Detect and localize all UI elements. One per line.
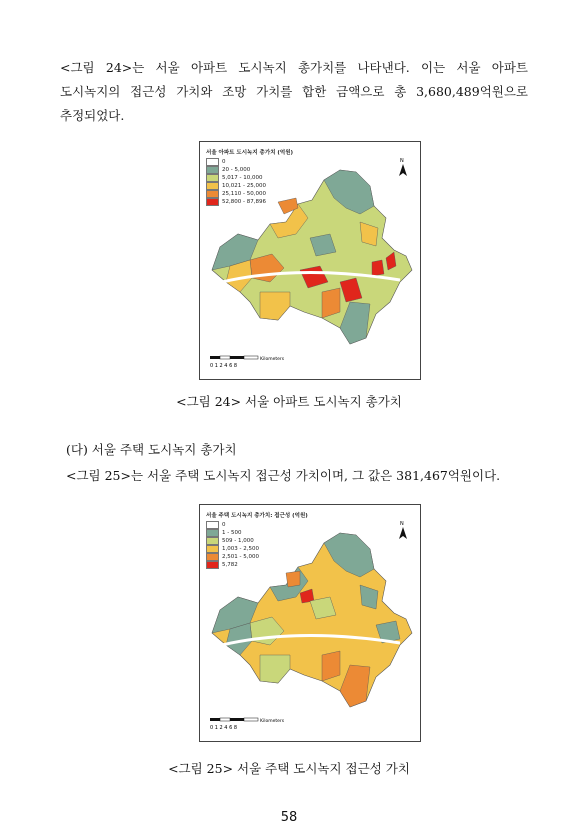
figure-24-caption: <그림 24> 서울 아파트 도시녹지 총가치: [176, 394, 402, 409]
legend-label: 0: [222, 159, 226, 165]
legend-item: [206, 521, 308, 529]
legend-label: 1,003 - 2,500: [222, 546, 259, 552]
body-line-3: 추정되었다.: [60, 108, 125, 123]
page-number: 58: [280, 810, 298, 825]
legend-item: [206, 545, 308, 553]
scale-ticks: 0 1 2 4 6 8: [210, 725, 238, 731]
legend-swatch: [206, 529, 219, 537]
legend-swatch: [206, 553, 219, 561]
legend-item: [206, 182, 293, 190]
legend-label: 2,501 - 5,000: [222, 554, 259, 560]
legend-label: 5,017 - 10,000: [222, 175, 263, 181]
map-legend: [206, 511, 308, 569]
body-line-2: 도시녹지의 접근성 가치와 조망 가치를 합한 금액으로 총 3,680,489억원으로: [60, 84, 528, 99]
legend-label: 1 - 500: [222, 530, 242, 536]
scale-ticks: 0 1 2 4 6 8: [210, 363, 238, 369]
legend-item: [206, 553, 308, 561]
north-label: N: [400, 158, 404, 164]
legend-item: [206, 166, 293, 174]
legend-title: 서울 아파트 도시녹지 총가치 (억원): [206, 150, 294, 156]
legend-swatch: [206, 190, 219, 198]
north-arrow-icon: [396, 519, 410, 541]
legend-item: [206, 158, 293, 166]
body-line-1: <그림 24>는 서울 아파트 도시녹지 총가치를 나타낸다. 이는 서울 아파트: [60, 60, 528, 75]
figure-25-map: [199, 504, 421, 742]
scale-unit: Kilometers: [260, 357, 285, 362]
legend-item: [206, 198, 293, 206]
scale-unit: Kilometers: [260, 719, 285, 724]
legend-swatch: [206, 166, 219, 174]
legend-swatch: [206, 537, 219, 545]
scale-bar: [208, 353, 288, 373]
legend-item: [206, 190, 293, 198]
legend-label: 0: [222, 522, 226, 528]
legend-item: [206, 537, 308, 545]
legend-item: [206, 561, 308, 569]
legend-swatch: [206, 521, 219, 529]
north-label: N: [400, 521, 404, 527]
legend-swatch: [206, 182, 219, 190]
legend-label: 10,021 - 25,000: [222, 183, 266, 189]
figure-25-caption: <그림 25> 서울 주택 도시녹지 접근성 가치: [168, 761, 410, 776]
legend-swatch: [206, 545, 219, 553]
north-arrow-icon: [396, 156, 410, 178]
legend-item: [206, 174, 293, 182]
legend-label: 5,782: [222, 562, 238, 568]
map-legend: [206, 148, 293, 206]
legend-label: 509 - 1,000: [222, 538, 254, 544]
section-heading: (다) 서울 주택 도시녹지 총가치: [66, 442, 237, 457]
body-paragraph-2: <그림 25>는 서울 주택 도시녹지 접근성 가치이며, 그 값은 381,467억원이다.: [66, 468, 501, 483]
legend-swatch: [206, 174, 219, 182]
legend-label: 20 - 5,000: [222, 167, 251, 173]
figure-24-map: [199, 141, 421, 380]
scale-bar: [208, 715, 288, 735]
legend-swatch: [206, 561, 219, 569]
legend-label: 25,110 - 50,000: [222, 191, 266, 197]
legend-title: 서울 주택 도시녹지 총가치: 접근성 (억원): [206, 513, 308, 519]
legend-item: [206, 529, 308, 537]
legend-swatch: [206, 198, 219, 206]
legend-swatch: [206, 158, 219, 166]
legend-label: 52,800 - 87,896: [222, 199, 266, 205]
